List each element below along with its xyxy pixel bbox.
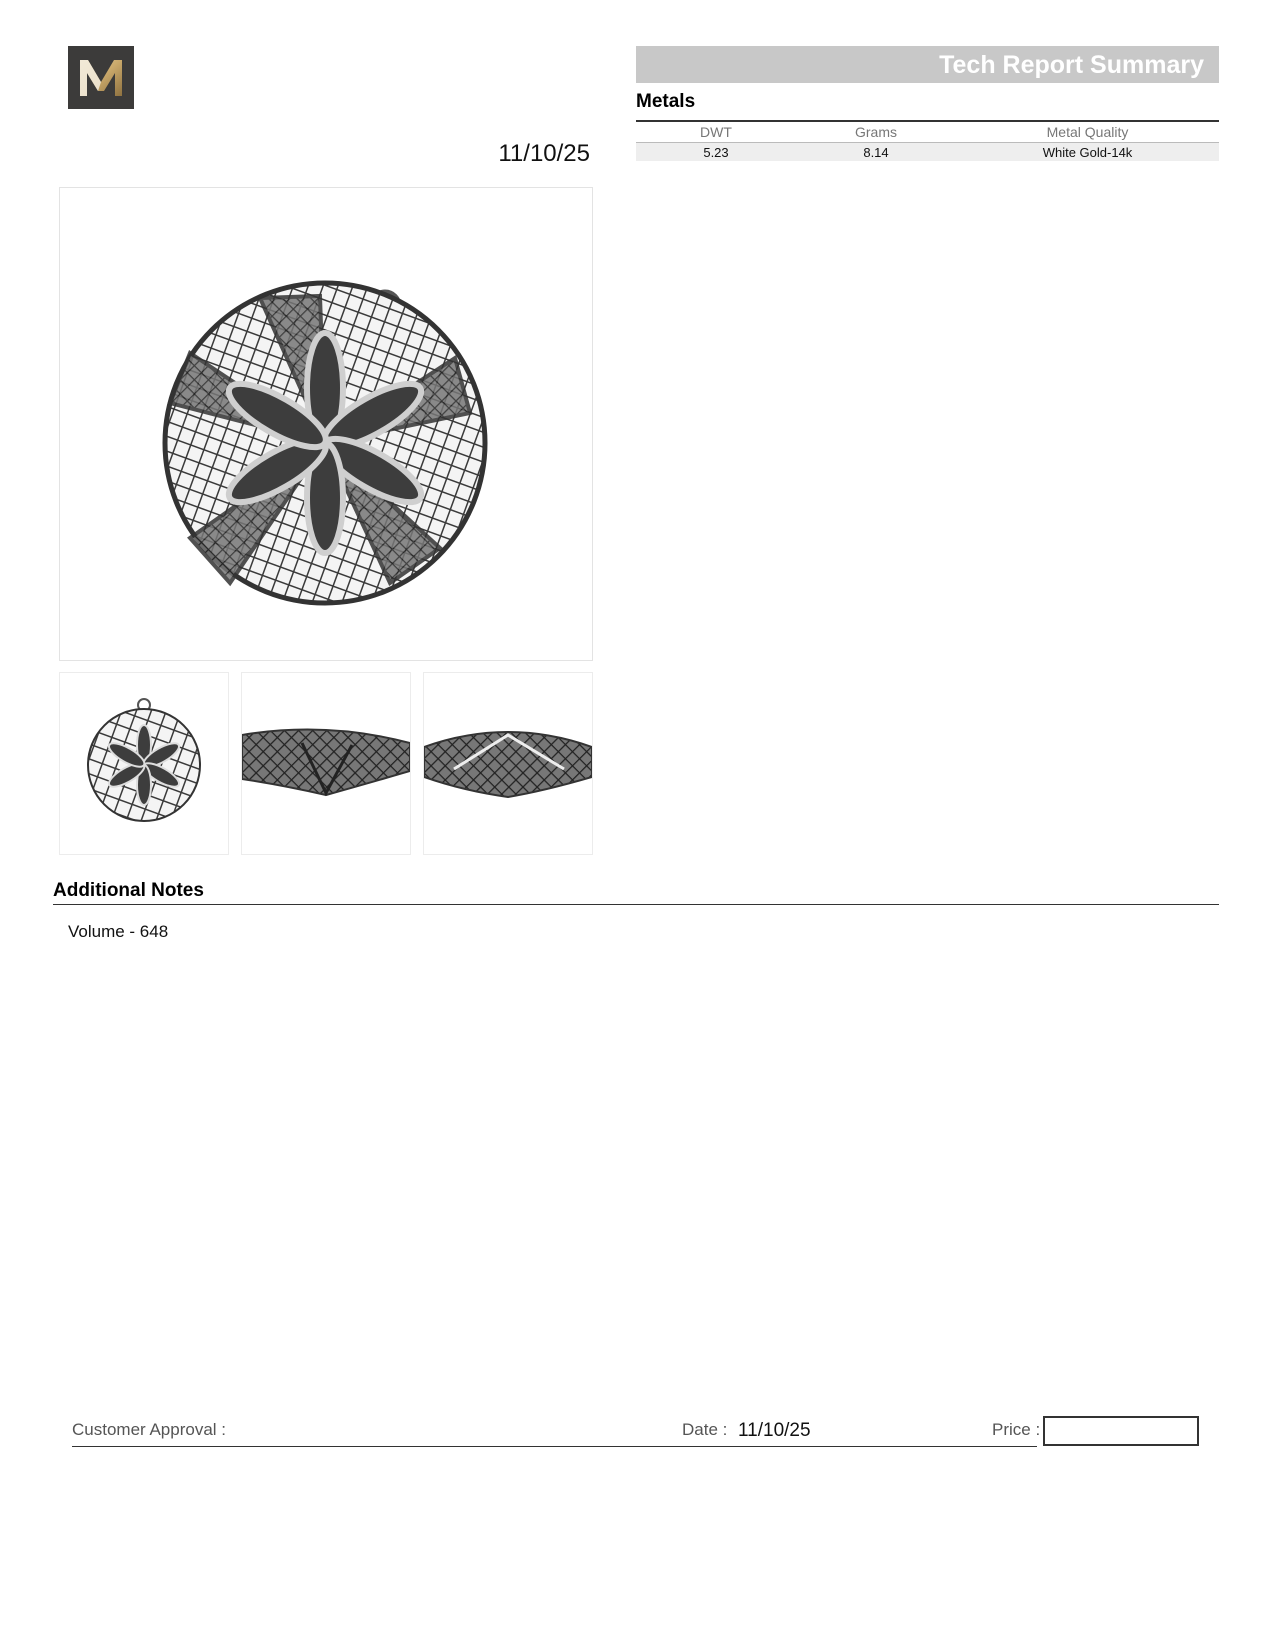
report-title: Tech Report Summary bbox=[939, 51, 1204, 79]
notes-heading: Additional Notes bbox=[53, 880, 204, 901]
report-title-bar bbox=[636, 46, 1219, 83]
approval-date-value: 11/10/25 bbox=[738, 1420, 811, 1441]
cell-grams: 8.14 bbox=[796, 143, 956, 162]
thumbnail-front[interactable] bbox=[59, 672, 229, 855]
cell-metal-quality: White Gold-14k bbox=[956, 143, 1219, 162]
column-header-metal-quality: Metal Quality bbox=[956, 122, 1219, 143]
pendant-render-image bbox=[60, 188, 592, 660]
notes-divider bbox=[53, 904, 1219, 905]
price-input-box[interactable] bbox=[1043, 1416, 1199, 1446]
pendant-back-thumbnail-image bbox=[424, 673, 592, 854]
report-date: 11/10/25 bbox=[498, 140, 590, 167]
thumbnail-side[interactable] bbox=[241, 672, 411, 855]
table-header-row bbox=[636, 122, 1219, 143]
company-logo bbox=[68, 46, 134, 109]
approval-date-label: Date : bbox=[682, 1420, 728, 1439]
metals-heading: Metals bbox=[636, 91, 696, 112]
price-label: Price : bbox=[992, 1420, 1041, 1439]
main-product-image bbox=[59, 187, 593, 661]
pendant-front-thumbnail-image bbox=[60, 673, 228, 854]
thumbnail-back[interactable] bbox=[423, 672, 593, 855]
notes-text: Volume - 648 bbox=[68, 922, 169, 941]
m-logo-icon bbox=[68, 46, 134, 109]
pendant-side-thumbnail-image bbox=[242, 673, 410, 854]
customer-approval-label: Customer Approval : bbox=[72, 1420, 227, 1439]
cell-dwt: 5.23 bbox=[636, 143, 796, 162]
approval-signature-line[interactable] bbox=[72, 1446, 1037, 1447]
column-header-grams: Grams bbox=[796, 122, 956, 143]
column-header-dwt: DWT bbox=[636, 122, 796, 143]
table-row bbox=[636, 143, 1219, 162]
metals-table bbox=[636, 122, 1219, 161]
